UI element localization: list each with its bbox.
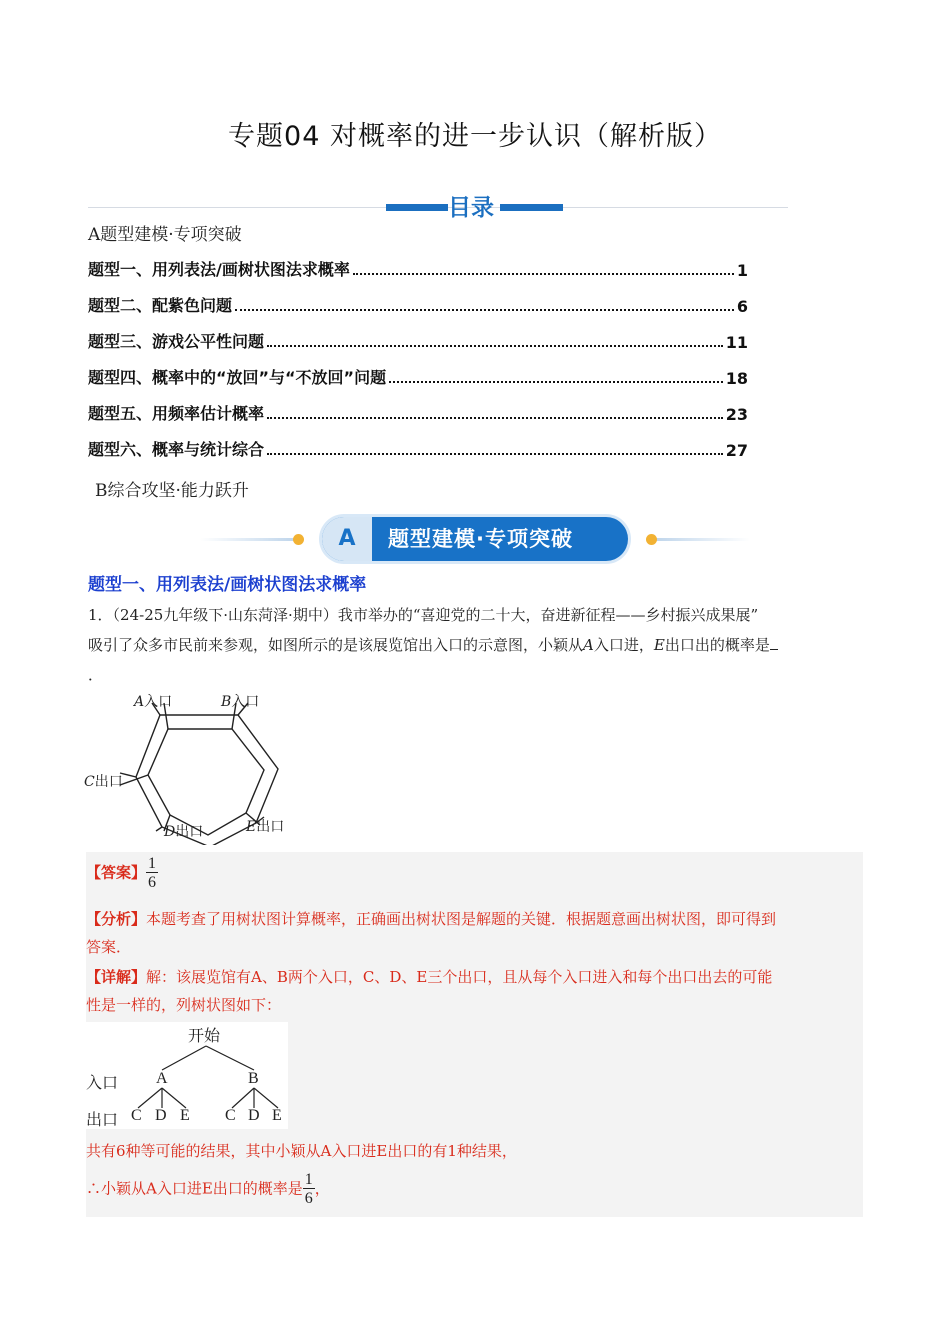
section-banner (200, 516, 750, 564)
toc-item-3[interactable] (88, 328, 748, 352)
fraction-numerator: 1 (148, 855, 157, 872)
label-c-exit (84, 771, 123, 791)
toc-item-page: 11 (725, 333, 748, 352)
tree-row-label-exit: 出口 (86, 1112, 119, 1129)
toc-item-page: 23 (725, 405, 748, 424)
tree-root: 开始 (188, 1028, 221, 1045)
toc-bar-right (500, 204, 563, 211)
toc-item-label: 题型二、配紫色问题 (88, 296, 233, 315)
analysis-tag: 【分析】 (86, 910, 147, 928)
label-text: 入口 (231, 694, 260, 710)
question-text: 吸引了众多市民前来参观，如图所示的是该展览馆出入口的示意图，小颖从 (88, 636, 584, 654)
question-text: 入口进， (593, 636, 654, 654)
toc-leader (389, 381, 723, 383)
question-source: （24-25九年级下·山东菏泽·期中） (112, 606, 338, 624)
toc-item-page: 6 (736, 297, 748, 316)
conclusion-line (86, 1172, 330, 1207)
banner-line-left (200, 538, 300, 541)
conclusion-text: ∴小颖从A入口进E出口的概率是 (86, 1179, 303, 1198)
exhibition-diagram (84, 685, 304, 845)
toc-heading: 目录 (448, 195, 494, 221)
tree-branch (232, 1088, 254, 1108)
fraction-numerator: 1 (304, 1171, 313, 1188)
banner-text: 题型建模·专项突破 (388, 527, 573, 551)
tree-branch (254, 1088, 278, 1108)
toc-leader (267, 453, 723, 455)
question-text: 出口出的概率是 (664, 636, 770, 654)
detail-text: 解：该展览馆有A、B两个入口，C、D、E三个出口，且从每个入口进入和每个出口出去的可能 (146, 968, 773, 986)
tree-node-b-e: E (272, 1107, 282, 1124)
question-line-1 (88, 600, 863, 630)
label-b-entrance (221, 691, 259, 711)
answer-tag: 【答案】 (86, 863, 147, 882)
toc-item-6[interactable] (88, 436, 748, 460)
toc-item-1[interactable] (88, 256, 748, 280)
label-var: C (84, 774, 95, 790)
question-line-2 (88, 630, 863, 660)
toc-item-5[interactable] (88, 400, 748, 424)
detail-tag: 【详解】 (86, 968, 147, 986)
page-title: 专题04 对概率的进一步认识（解析版） (228, 121, 722, 152)
toc-item-page: 27 (725, 441, 748, 460)
tree-node-a-d: D (155, 1107, 167, 1124)
tree-row-label-entrance: 入口 (86, 1075, 119, 1092)
tree-node-b-d: D (248, 1107, 260, 1124)
toc-leader (267, 345, 723, 347)
toc-leader (353, 273, 734, 275)
tree-branch (138, 1088, 162, 1108)
var-e: E (653, 636, 665, 654)
toc-item-page: 18 (725, 369, 748, 388)
label-text: 出口 (94, 774, 123, 790)
fraction-denominator: 6 (304, 1190, 313, 1207)
label-var: D (164, 824, 176, 840)
question-line-3: ． (88, 666, 104, 684)
toc-section-b: B综合攻坚·能力跃升 (95, 481, 249, 501)
label-d-exit (164, 821, 203, 841)
conclusion-fraction (303, 1172, 315, 1207)
answer-fraction (146, 856, 158, 891)
detail-line-2: 性是一样的，列树状图如下： (86, 996, 282, 1014)
label-text: 出口 (256, 819, 285, 835)
banner-dot-right (646, 534, 657, 545)
toc-item-label: 题型五、用频率估计概率 (88, 404, 265, 423)
analysis-text: 本题考查了用树状图计算概率，正确画出树状图是解题的关键．根据题意画出树状图，即可得到 (146, 910, 777, 928)
toc-item-label: 题型一、用列表法/画树状图法求概率 (88, 260, 350, 279)
label-a-entrance (134, 691, 172, 711)
tree-branch (206, 1046, 254, 1070)
answer-line (86, 856, 158, 891)
label-var: B (221, 694, 232, 710)
analysis-line-1 (86, 905, 863, 933)
result-line: 共有6种等可能的结果，其中小颖从A入口进E出口的有1种结果， (86, 1142, 517, 1160)
label-e-exit (246, 816, 284, 836)
section-heading: 题型一、用列表法/画树状图法求概率 (88, 575, 367, 595)
banner-letter: A (322, 517, 372, 561)
toc-bar-left (386, 204, 448, 211)
toc-item-2[interactable] (88, 292, 748, 316)
conclusion-end: ， (314, 1179, 330, 1198)
tree-branch (162, 1046, 206, 1070)
tree-diagram (86, 1022, 288, 1129)
toc-leader (267, 417, 723, 419)
tree-branch (162, 1088, 186, 1108)
toc-item-label: 题型四、概率中的“放回”与“不放回”问题 (88, 368, 387, 387)
toc-section-a: A题型建模·专项突破 (88, 225, 242, 245)
var-a: A (583, 636, 594, 654)
tree-node-a-c: C (131, 1107, 142, 1124)
banner-line-right (650, 538, 750, 541)
fraction-denominator: 6 (148, 874, 157, 891)
banner-pill (322, 517, 628, 561)
tree-node-a-e: E (180, 1107, 190, 1124)
label-text: 入口 (144, 694, 173, 710)
exit-d-wall (156, 827, 162, 831)
tree-node-a: A (156, 1070, 168, 1087)
question-number: 1． (88, 606, 113, 624)
label-var: E (246, 819, 257, 835)
label-var: A (134, 694, 145, 710)
toc-item-label: 题型六、概率与统计综合 (88, 440, 265, 459)
toc-item-page: 1 (736, 261, 748, 280)
tree-node-b-c: C (225, 1107, 236, 1124)
analysis-line-2: 答案． (86, 938, 132, 956)
tree-node-b: B (248, 1070, 259, 1087)
toc-item-label: 题型三、游戏公平性问题 (88, 332, 265, 351)
answer-blank[interactable] (770, 635, 778, 650)
label-text: 出口 (175, 824, 204, 840)
question-text: 我市举办的“喜迎党的二十大，奋进新征程——乡村振兴成果展” (337, 606, 759, 624)
banner-dot-left (293, 534, 304, 545)
toc-leader (235, 309, 734, 311)
detail-line-1 (86, 963, 863, 991)
toc-item-4[interactable] (88, 364, 748, 388)
